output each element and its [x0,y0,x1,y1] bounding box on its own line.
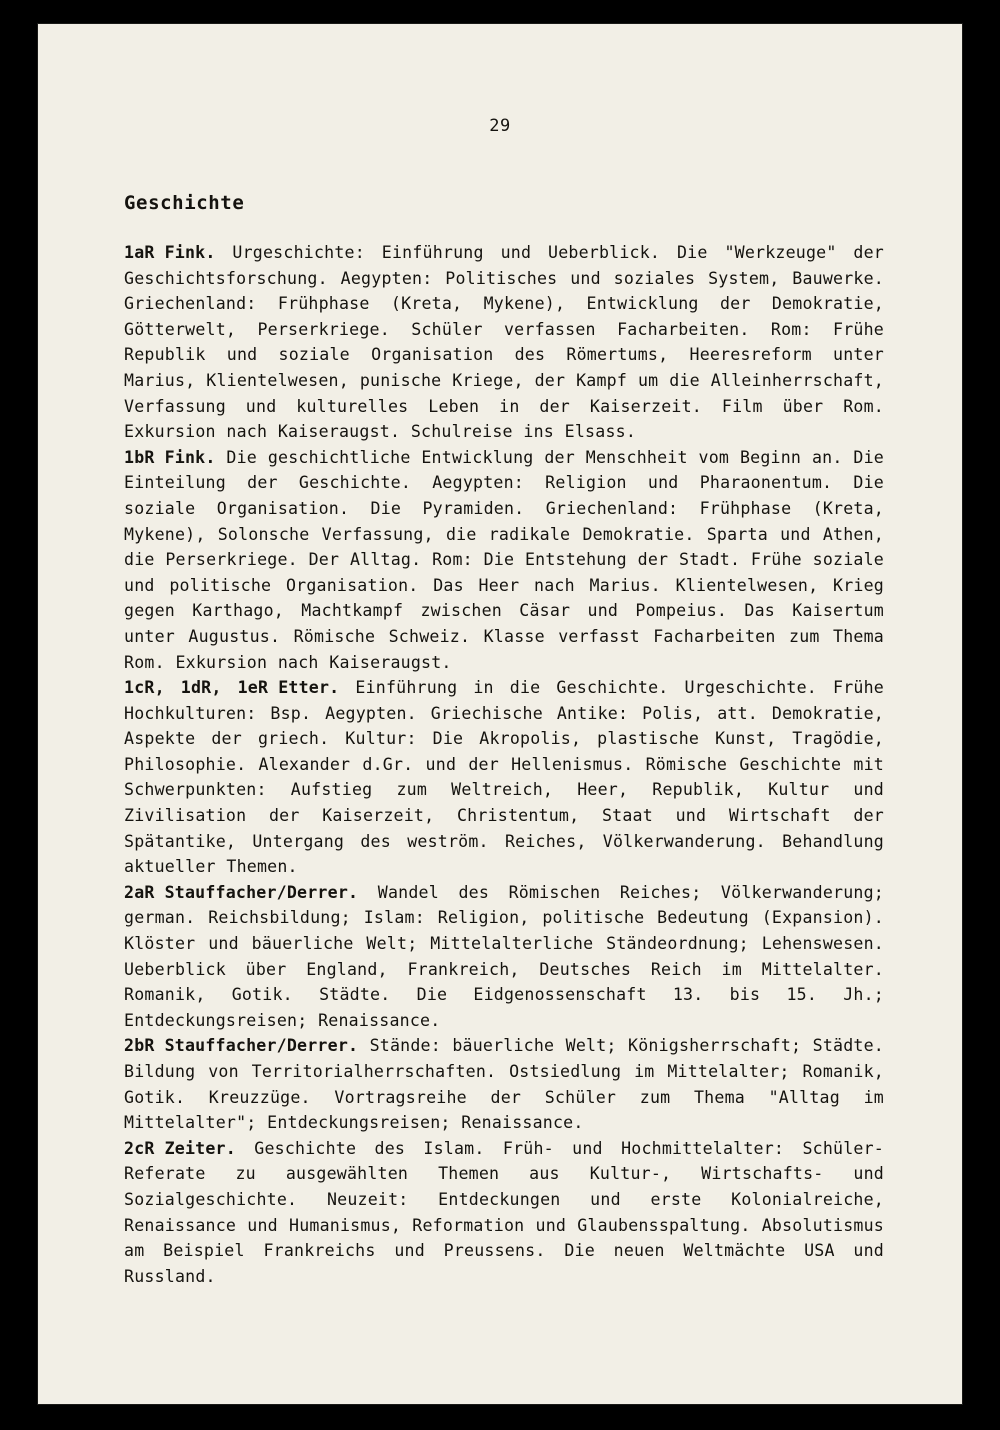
course-code: 1bR [124,447,155,467]
course-entry [124,240,884,445]
section-title: Geschichte [124,192,245,214]
course-entry [124,880,884,1034]
course-entry [124,675,884,880]
course-entry [124,445,884,675]
course-description: Stände: bäuerliche Welt; Königsherrschaft; Städte. Bildung von Territorialherrschaften. Ostsiedlung im Mittelalter; Romanik, Gotik. Kreuzzüge. Vortragsreihe der Schüler zum Thema "Alltag im Mittelalter"; Entdeckungsreisen; Renaissance. [124,1036,884,1133]
scanned-page [38,24,962,1404]
page-inner [38,24,962,1404]
page-content [124,192,884,1289]
course-teacher: Zeiter. [164,1138,236,1158]
course-code: 2cR [124,1138,155,1158]
course-description: Einführung in die Geschichte. Urgeschichte. Frühe Hochkulturen: Bsp. Aegypten. Griechische Antike: Polis, att. Demokratie, Aspekte der griech. Kultur: Die Akropolis, plastische Kunst, Tragödie, Philosophie. Alexander d.Gr. und der Hellenismus. Römische Geschichte mit Schwerpunkten: Aufstieg zum Weltreich, Heer, Republik, Kultur und Zivilisation der Kaiserzeit, Christentum, Staat und Wirtschaft der Spätantike, Untergang des weström. Reiches, Völkerwanderung. Behandlung aktueller Themen. [124,678,884,877]
course-description: Geschichte des Islam. Früh- und Hochmittelalter: Schüler-Referate zu ausgewählten Themen aus Kultur-, Wirtschafts- und Sozialgeschichte. Neuzeit: Entdeckungen und erste Kolonialreiche, Renaissance und Humanismus, Reformation und Glaubensspaltung. Absolutismus am Beispiel Frankreichs und Preussens. Die neuen Weltmächte USA und Russland. [124,1138,884,1286]
course-description: Urgeschichte: Einführung und Ueberblick. Die "Werkzeuge" der Geschichtsforschung. Aegypten: Politisches und soziales System, Bauwerke. Griechenland: Frühphase (Kreta, Mykene), Entwicklung der Demokratie, Götterwelt, Perserkriege. Schüler verfassen Facharbeiten. Rom: Frühe Republik und soziale Organisation des Römertums, Heeresreform unter Marius, Klientelwesen, punische Kriege, der Kampf um die Alleinherrschaft, Verfassung und kulturelles Leben in der Kaiserzeit. Film über Rom. Exkursion nach Kaiseraugst. Schulreise ins Elsass. [124,243,884,442]
course-teacher: Fink. [164,447,216,467]
course-teacher: Etter. [278,678,340,698]
course-teacher: Stauffacher/Derrer. [164,1036,359,1056]
course-entry [124,1136,884,1290]
course-teacher: Fink. [164,243,216,262]
course-code: 2aR [124,882,155,902]
course-code: 1cR, 1dR, 1eR [124,678,269,698]
course-description: Wandel des Römischen Reiches; Völkerwanderung; german. Reichsbildung; Islam: Religion, politische Bedeutung (Expansion). Klöster und bäuerliche Welt; Mittelalterliche Ständeordnung; Lehenswesen. Ueberblick über England, Frankreich, Deutsches Reich im Mittelalter. Romanik, Gotik. Städte. Die Eidgenossenschaft 13. bis 15. Jh.; Entdeckungsreisen; Renaissance. [124,882,884,1030]
course-code: 2bR [124,1036,155,1056]
course-code: 1aR [124,243,155,262]
page-number: 29 [489,116,511,136]
course-description: Die geschichtliche Entwicklung der Menschheit vom Beginn an. Die Einteilung der Geschichte. Aegypten: Religion und Pharaonentum. Die soziale Organisation. Die Pyramiden. Griechenland: Frühphase (Kreta, Mykene), Solonsche Verfassung, die radikale Demokratie. Sparta und Athen, die Perserkriege. Der Alltag. Rom: Die Entstehung der Stadt. Frühe soziale und politische Organisation. Das Heer nach Marius. Klientelwesen, Krieg gegen Karthago, Machtkampf zwischen Cäsar und Pompeius. Das Kaisertum unter Augustus. Römische Schweiz. Klasse verfasst Facharbeiten zum Thema Rom. Exkursion nach Kaiseraugst. [124,447,884,672]
course-teacher: Stauffacher/Derrer. [164,882,359,902]
course-entry [124,1033,884,1135]
